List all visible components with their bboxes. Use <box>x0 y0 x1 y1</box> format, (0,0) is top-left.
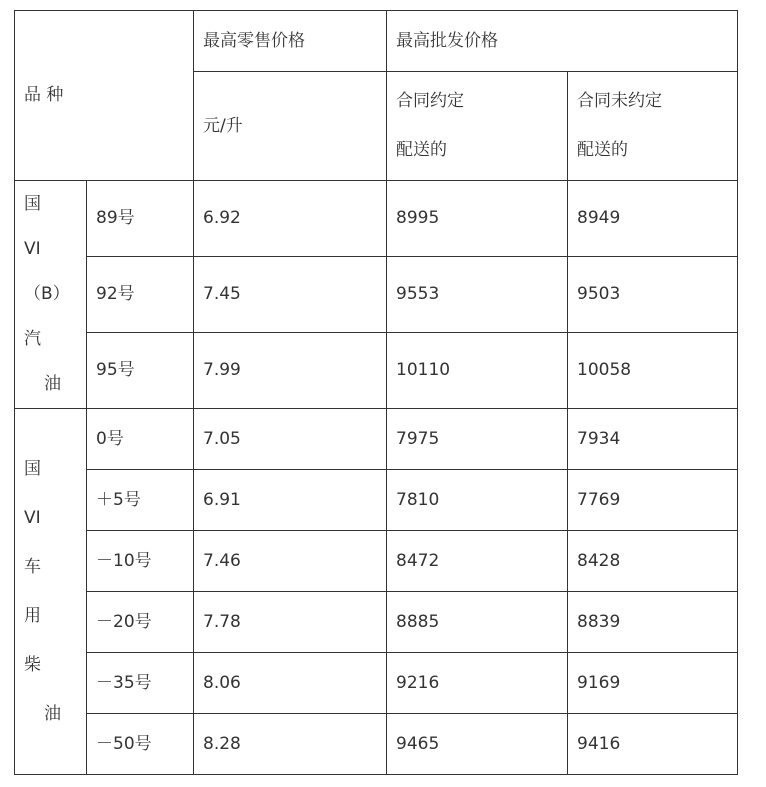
grade-cell: 92号 <box>87 257 194 333</box>
table-row <box>15 714 738 775</box>
diesel-label-line: 国 <box>24 458 41 479</box>
gasoline-category-label <box>15 181 87 409</box>
contracted-price-cell: 7975 <box>387 409 568 470</box>
diesel-label-line: 用 <box>24 605 41 626</box>
table-row <box>15 409 738 470</box>
retail-price-cell: 6.91 <box>194 470 387 531</box>
diesel-label-line: 油 <box>44 703 61 724</box>
grade-cell: －35号 <box>87 653 194 714</box>
table-row <box>15 592 738 653</box>
table-row <box>15 333 738 409</box>
contracted-price-cell: 7810 <box>387 470 568 531</box>
grade-cell: －50号 <box>87 714 194 775</box>
gasoline-label-line: VI <box>24 239 41 259</box>
uncontracted-price-cell: 8839 <box>568 592 738 653</box>
gasoline-label-line: 国 <box>24 194 41 214</box>
unit-header: 元/升 <box>194 72 387 181</box>
table-row <box>15 181 738 257</box>
wholesale-price-header: 最高批发价格 <box>387 11 738 72</box>
gasoline-label-line: （B） <box>24 284 70 304</box>
contracted-price-cell: 8472 <box>387 531 568 592</box>
diesel-label-line: VI <box>24 507 41 528</box>
uncontracted-price-cell: 10058 <box>568 333 738 409</box>
grade-cell: －20号 <box>87 592 194 653</box>
grade-cell: 89号 <box>87 181 194 257</box>
contracted-line-1: 合同约定 <box>396 91 464 111</box>
retail-price-header: 最高零售价格 <box>194 11 387 72</box>
header-row-1 <box>15 11 738 72</box>
diesel-category-label <box>15 409 87 775</box>
contracted-price-cell: 9216 <box>387 653 568 714</box>
grade-cell: ＋5号 <box>87 470 194 531</box>
contracted-price-cell: 8995 <box>387 181 568 257</box>
uncontracted-price-cell: 9503 <box>568 257 738 333</box>
retail-price-cell: 7.46 <box>194 531 387 592</box>
gasoline-label-line: 油 <box>44 374 61 394</box>
retail-price-cell: 8.28 <box>194 714 387 775</box>
table-row <box>15 470 738 531</box>
gasoline-label-line: 汽 <box>24 329 41 349</box>
variety-header: 品 种 <box>15 11 194 181</box>
contracted-line-2: 配送的 <box>396 140 447 160</box>
retail-price-cell: 8.06 <box>194 653 387 714</box>
retail-price-cell: 7.78 <box>194 592 387 653</box>
table-row <box>15 531 738 592</box>
grade-cell: 0号 <box>87 409 194 470</box>
uncontracted-price-cell: 7769 <box>568 470 738 531</box>
retail-price-cell: 6.92 <box>194 181 387 257</box>
contracted-price-cell: 9465 <box>387 714 568 775</box>
grade-cell: 95号 <box>87 333 194 409</box>
table-row <box>15 257 738 333</box>
table-row <box>15 653 738 714</box>
diesel-label-line: 车 <box>24 556 41 577</box>
contracted-price-cell: 9553 <box>387 257 568 333</box>
uncontracted-line-1: 合同未约定 <box>577 91 662 111</box>
uncontracted-price-cell: 8428 <box>568 531 738 592</box>
contracted-price-cell: 10110 <box>387 333 568 409</box>
uncontracted-price-cell: 8949 <box>568 181 738 257</box>
uncontracted-delivery-header <box>568 72 738 181</box>
diesel-label-line: 柴 <box>24 654 41 675</box>
contracted-delivery-header <box>387 72 568 181</box>
uncontracted-line-2: 配送的 <box>577 140 628 160</box>
uncontracted-price-cell: 9416 <box>568 714 738 775</box>
fuel-price-table <box>14 10 738 775</box>
grade-cell: －10号 <box>87 531 194 592</box>
uncontracted-price-cell: 7934 <box>568 409 738 470</box>
retail-price-cell: 7.45 <box>194 257 387 333</box>
retail-price-cell: 7.05 <box>194 409 387 470</box>
contracted-price-cell: 8885 <box>387 592 568 653</box>
retail-price-cell: 7.99 <box>194 333 387 409</box>
uncontracted-price-cell: 9169 <box>568 653 738 714</box>
